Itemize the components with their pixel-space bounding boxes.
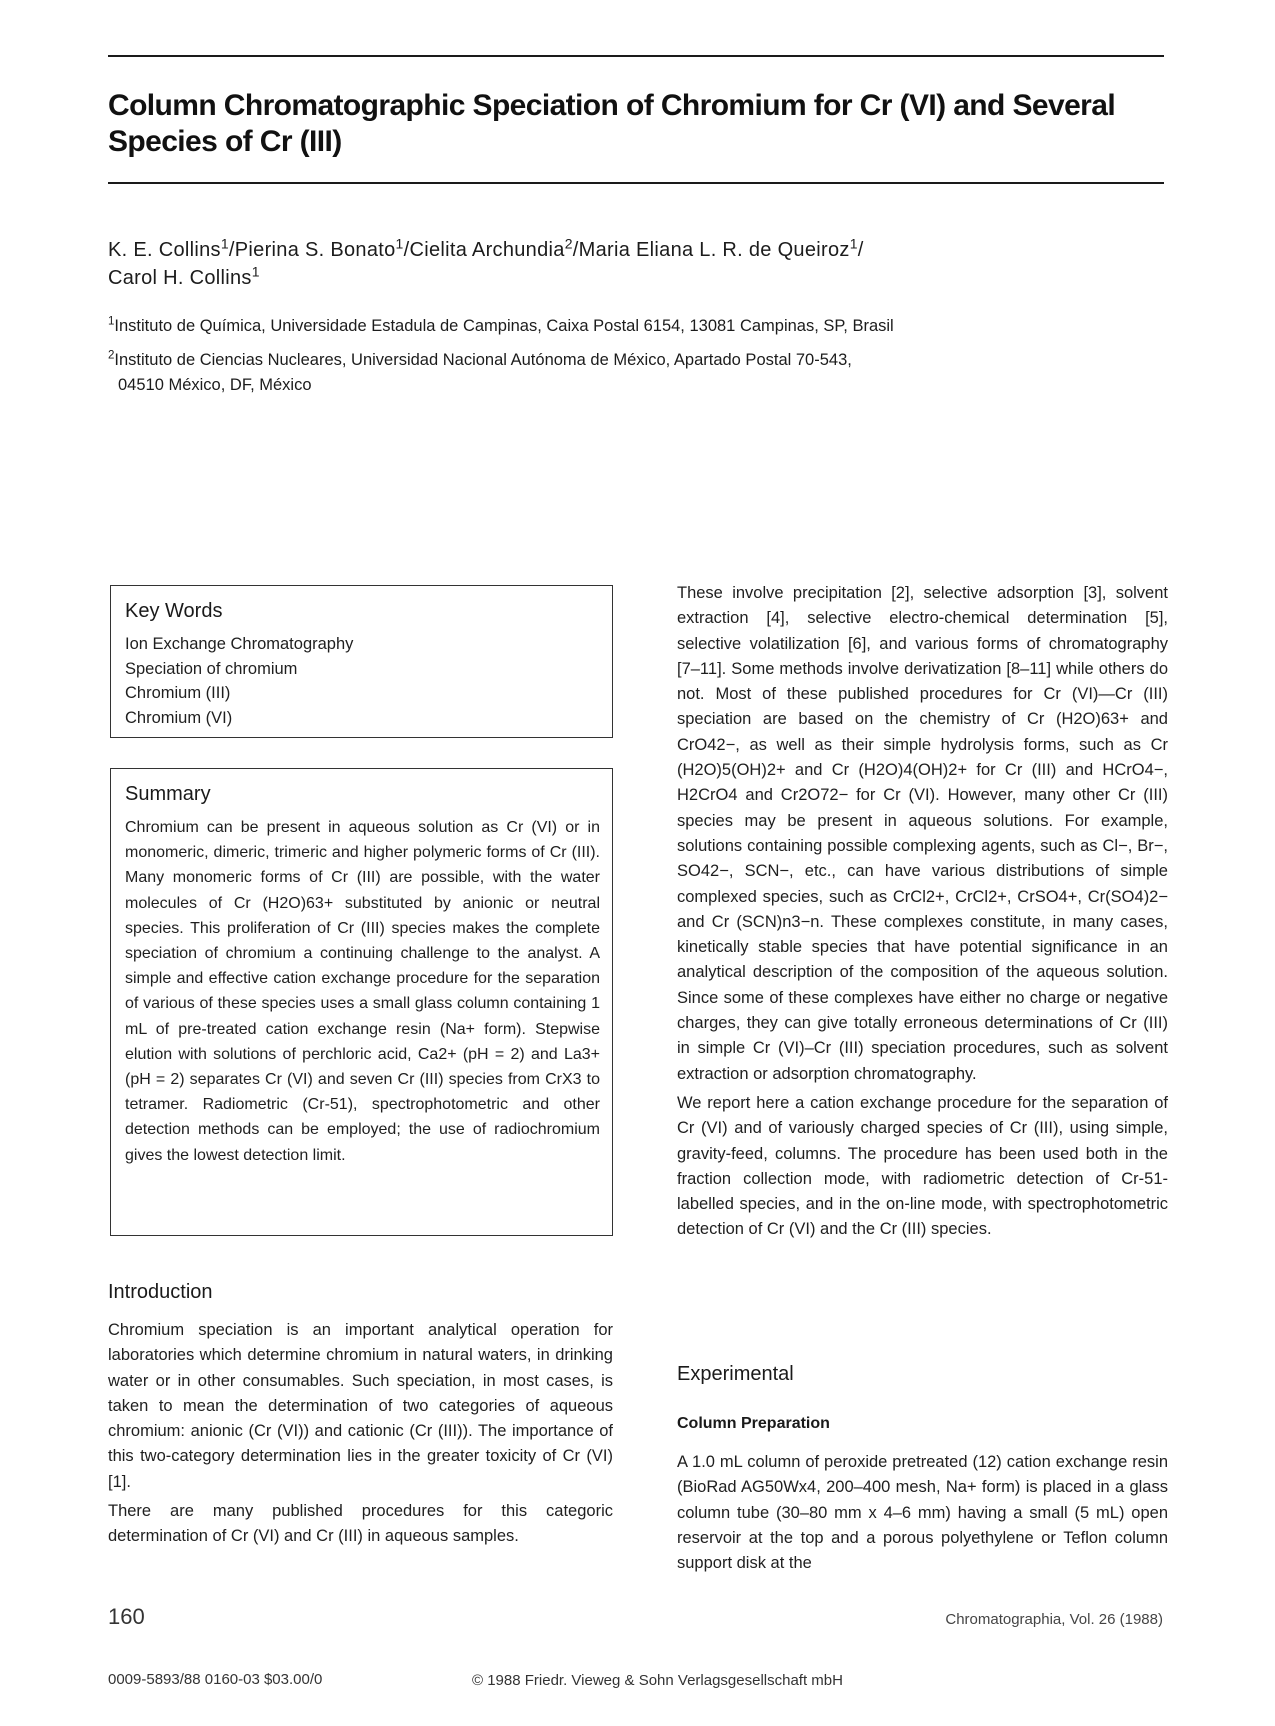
journal-citation: Chromatographia, Vol. 26 (1988) [945, 1611, 1163, 1628]
title-rule [108, 182, 1164, 184]
article-title: Column Chromatographic Speciation of Chromium for Cr (VI) and Several Species of Cr (III) [108, 89, 1116, 158]
paragraph: These involve precipitation [2], selective adsorption [3], solvent extraction [4], selective electro-chemical determination [5], selective volatilization [6], and various forms of chromatography [7–11]. Some methods involve derivatization [8–11] while others do not. Most of these published procedures for Cr (VI)—Cr (III) speciation are based on the chemistry of Cr (H2O)63+ and CrO42−, as well as their simple hydrolysis forms, such as Cr (H2O)5(OH)2+ and Cr (H2O)4(OH)2+ for Cr (III) and HCrO4−, H2CrO4 and Cr2O72− for Cr (VI). However, many other Cr (III) species may be present in aqueous solutions. For example, solutions containing possible complexing agents, such as Cl−, Br−, SO42−, SCN−, etc., can have various distributions of simple complexed species, such as CrCl2+, CrCl2+, CrSO4+, Cr(SO4)2− and Cr (SCN)n3−n. These complexes constitute, in many cases, kinetically stable species that have potential significance in an analytical description of the composition of the aqueous solution. Since some of these complexes have either no charge or negative charges, they can give totally erroneous determinations of Cr (III) in simple Cr (VI)–Cr (III) speciation procedures, such as solvent extraction or adsorption chromatography. [677, 584, 1168, 1083]
right-column-body [677, 581, 1168, 1247]
paragraph: A 1.0 mL column of peroxide pretreated (12) cation exchange resin (BioRad AG50Wx4, 200–400 mesh, Na+ form) is placed in a glass column tube (30–80 mm x 4–6 mm) having a small (5 mL) open reservoir at the top and a porous polyethylene or Teflon column support disk at the [677, 1453, 1168, 1573]
summary-heading: Summary [125, 783, 211, 805]
affiliation-1: $^1$Instituto de Química, Universidade Estadula de Campinas, Caixa Postal 6154, 13081 Campinas, SP, Brasil [108, 315, 894, 335]
paragraph: Chromium speciation is an important analytical operation for laboratories which determine chromium in natural waters, in drinking water or in other consumables. Such speciation, in most cases, is taken to mean the determination of two categories of aqueous chromium: anionic (Cr (VI)) and cationic (Cr (III)). The importance of this two-category determination lies in the greater toxicity of Cr (VI) [1]. [108, 1321, 613, 1491]
top-rule [108, 55, 1164, 57]
paragraph: There are many published procedures for this categoric determination of Cr (VI) and Cr (III) in aqueous samples. [108, 1502, 613, 1546]
affiliation-2: $^2$Instituto de Ciencias Nucleares, Universidad Nacional Autónoma de México, Apartado Postal 70-543, 04510 México, DF, México [108, 349, 852, 394]
column-preparation-heading: Column Preparation [677, 1415, 830, 1432]
keywords-box [110, 585, 613, 738]
author: Maria Eliana L. R. de Queiroz$^1$/ [578, 235, 864, 261]
introduction-heading: Introduction [108, 1281, 213, 1303]
author: K. E. Collins$^1$/ [108, 235, 235, 261]
keywords-heading: Key Words [125, 600, 223, 622]
author: Cielita Archundia$^2$/ [409, 235, 579, 261]
article-code: 0009-5893/88 0160-03 $03.00/0 [108, 1671, 323, 1688]
summary-text: Chromium can be present in aqueous solution as Cr (VI) or in monomeric, dimeric, trimeric and higher polymeric forms of Cr (III). Many monomeric forms of Cr (III) are possible, with the water molecules of Cr (H2O)63+ substituted by anionic or neutral species. This proliferation of Cr (III) species makes the complete speciation of chromium a continuing challenge to the analyst. A simple and effective cation exchange procedure for the separation of various of these species uses a small glass column containing 1 mL of pre-treated cation exchange resin (Na+ form). Stepwise elution with solutions of perchloric acid, Ca2+ (pH = 2) and La3+ (pH = 2) separates Cr (VI) and seven Cr (III) species from CrX3 to tetramer. Radiometric (Cr-51), spectrophotometric and other detection methods can be employed; the use of radiochromium gives the lowest detection limit. [125, 819, 600, 1164]
copyright: © 1988 Friedr. Vieweg & Sohn Verlagsgesellschaft mbH [472, 1672, 843, 1689]
experimental-body [677, 1450, 1168, 1580]
keyword-item: Speciation of chromium [125, 659, 298, 678]
author: Pierina S. Bonato$^1$/ [234, 235, 410, 261]
experimental-heading: Experimental [677, 1363, 794, 1385]
keyword-item: Chromium (III) [125, 684, 231, 702]
page-number: 160 [108, 1604, 145, 1629]
paragraph: We report here a cation exchange procedure for the separation of Cr (VI) and of variously charged species of Cr (III), using simple, gravity-feed, columns. The procedure has been used both in the fraction collection mode, with radiometric detection of Cr-51-labelled species, and in the on-line mode, with spectrophotometric detection of Cr (VI) and the Cr (III) species. [677, 1093, 1168, 1239]
author: Carol H. Collins$^1$ [108, 263, 260, 289]
summary-box [110, 768, 613, 1236]
author-list [108, 236, 1168, 292]
keyword-item: Ion Exchange Chromatography [125, 635, 354, 653]
introduction-body [108, 1318, 613, 1554]
keyword-item: Chromium (VI) [125, 708, 233, 727]
